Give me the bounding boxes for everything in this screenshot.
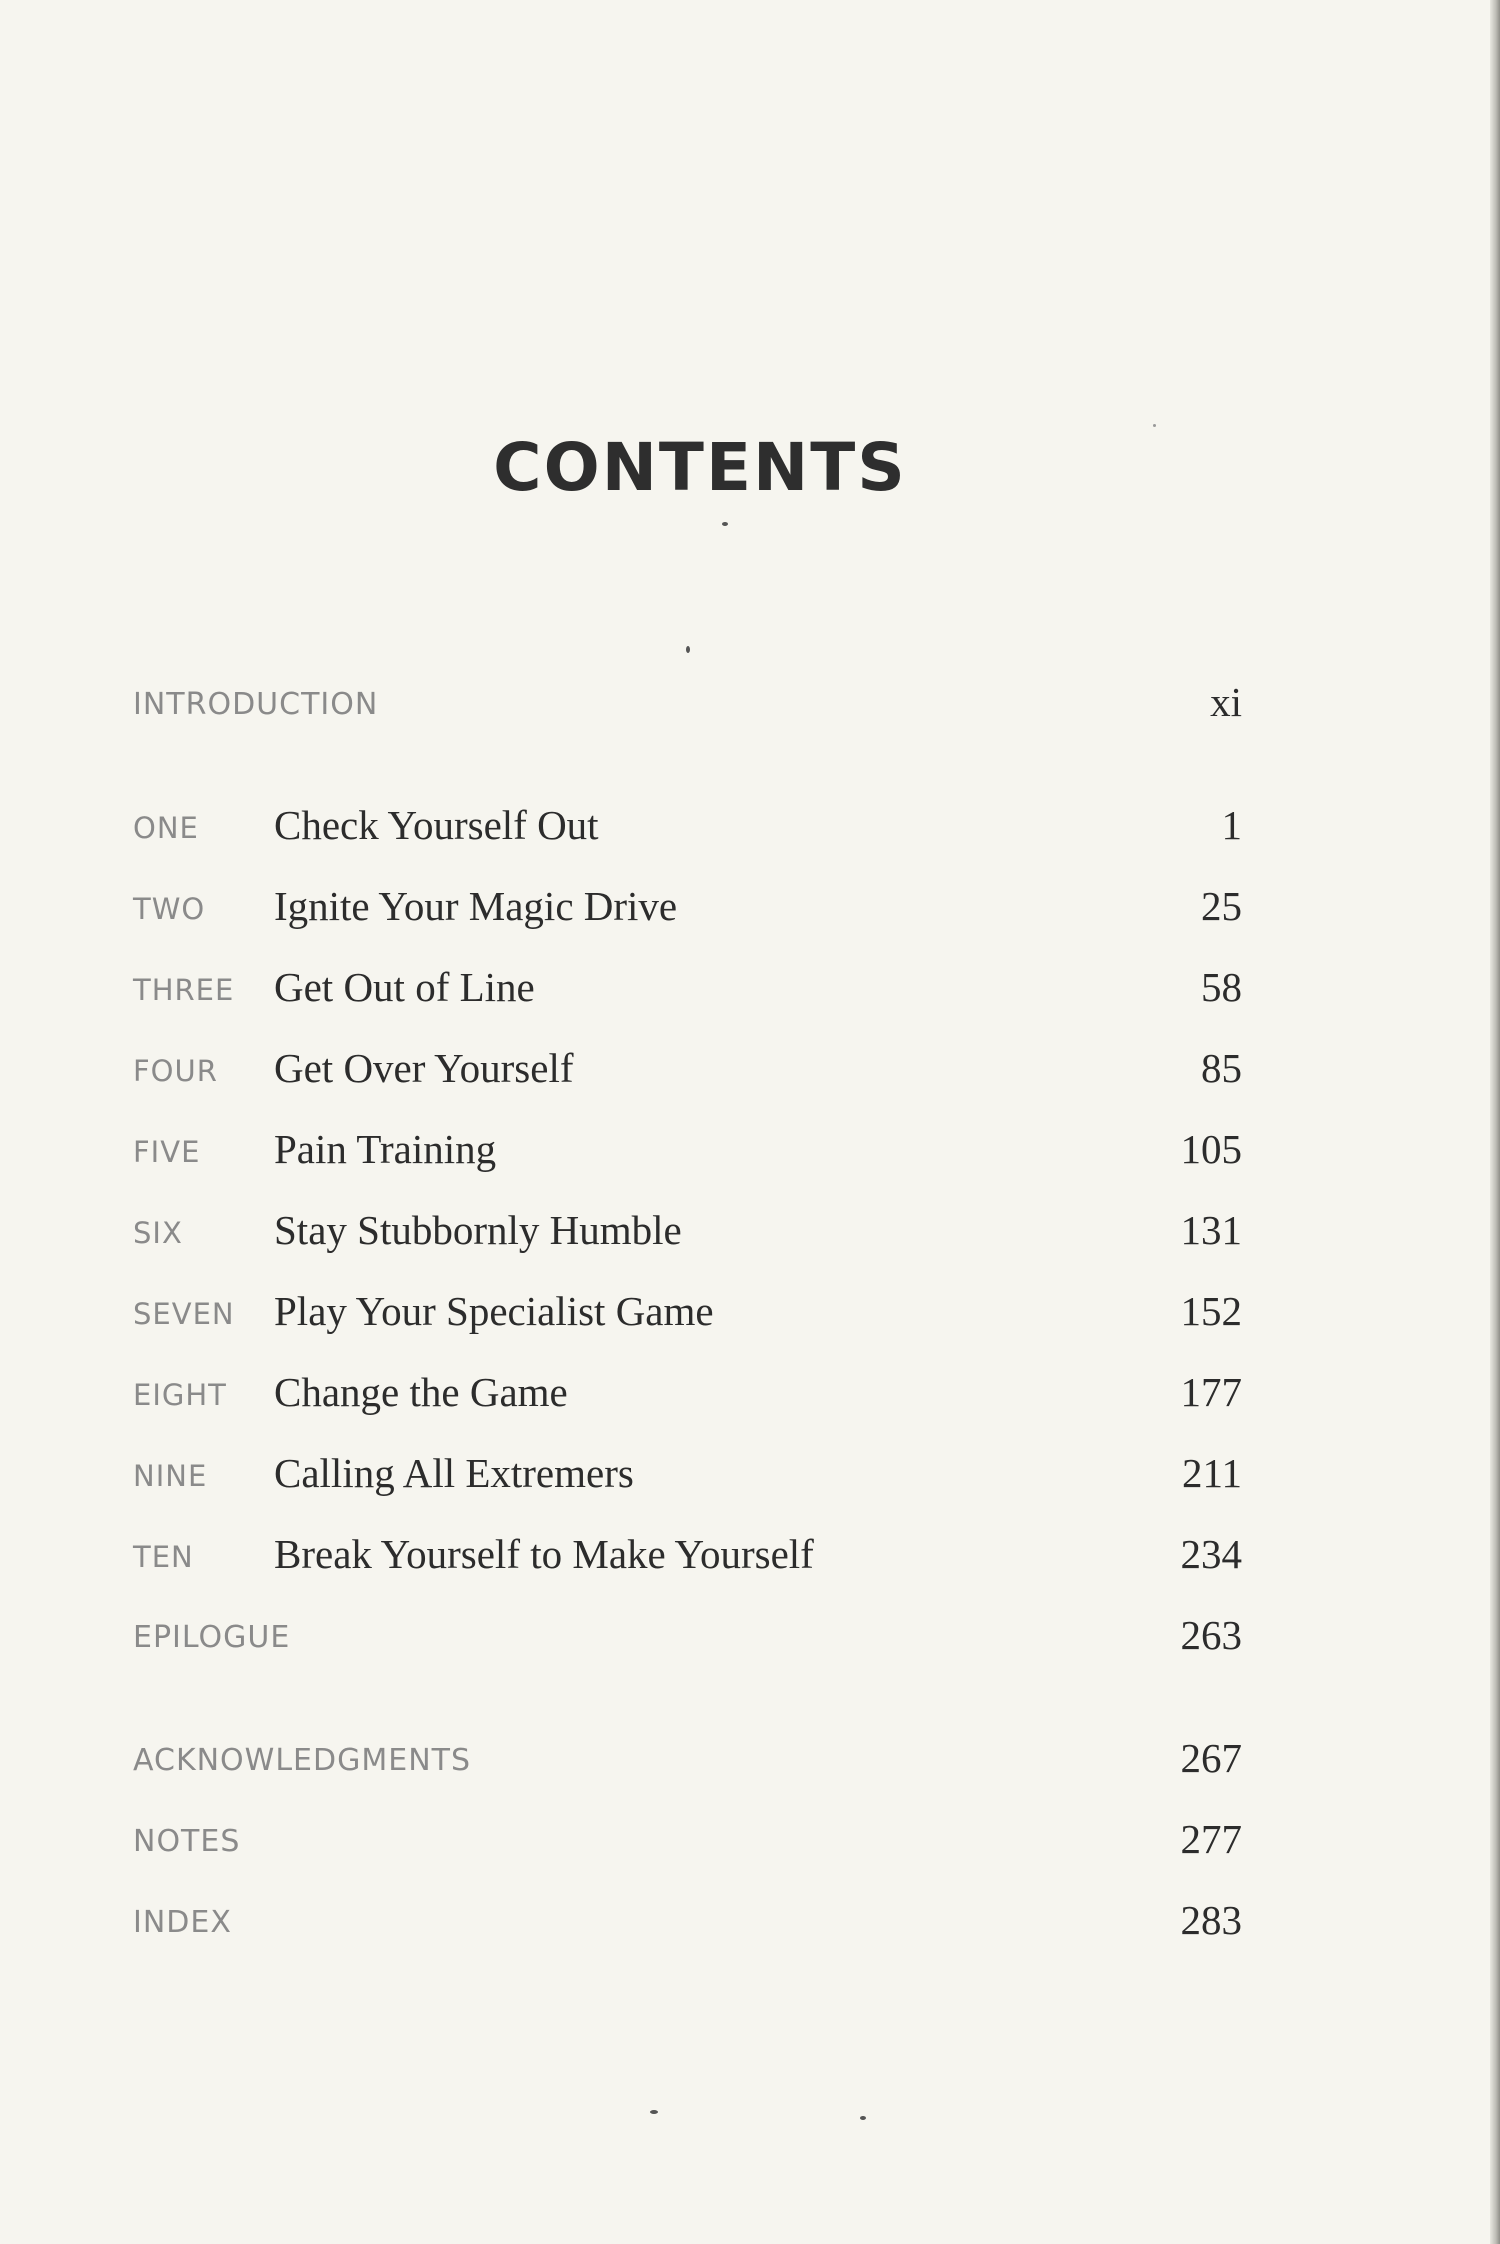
print-speck xyxy=(1153,424,1156,427)
toc-entry-chapter-two xyxy=(0,869,1500,949)
chapter-title: Break Yourself to Make Yourself xyxy=(274,1531,814,1577)
chapter-title: Get Over Yourself xyxy=(274,1045,574,1091)
toc-entry-chapter-nine xyxy=(0,1436,1500,1516)
chapter-number: TEN xyxy=(133,1540,194,1574)
chapter-number: SIX xyxy=(133,1216,183,1250)
entry-page-number: 131 xyxy=(1180,1207,1242,1253)
chapter-number: EIGHT xyxy=(133,1378,227,1412)
chapter-number: SEVEN xyxy=(133,1297,235,1331)
chapter-title: Ignite Your Magic Drive xyxy=(274,883,678,929)
chapter-number: NINE xyxy=(133,1459,208,1493)
entry-page-number: 85 xyxy=(1201,1045,1242,1091)
toc-entry-chapter-six xyxy=(0,1193,1500,1273)
print-speck xyxy=(686,646,690,653)
entry-label: NOTES xyxy=(133,1824,241,1859)
toc-entry-index xyxy=(0,1883,1500,1963)
toc-entry-chapter-five xyxy=(0,1112,1500,1192)
chapter-number: THREE xyxy=(133,973,235,1007)
entry-label: INDEX xyxy=(133,1905,232,1940)
entry-page-number: 263 xyxy=(1180,1612,1242,1658)
entry-page-number: 267 xyxy=(1180,1735,1242,1781)
toc-entry-chapter-eight xyxy=(0,1355,1500,1435)
entry-label: EPILOGUE xyxy=(133,1620,291,1655)
entry-page-number: 105 xyxy=(1180,1126,1242,1172)
chapter-title: Stay Stubbornly Humble xyxy=(274,1207,682,1253)
entry-page-number: 277 xyxy=(1180,1816,1242,1862)
entry-label: INTRODUCTION xyxy=(133,687,379,722)
chapter-title: Calling All Extremers xyxy=(274,1450,634,1496)
page-title: CONTENTS xyxy=(493,429,907,506)
chapter-title: Pain Training xyxy=(274,1126,497,1172)
entry-page-number: xi xyxy=(1210,679,1242,725)
toc-entry-chapter-three xyxy=(0,950,1500,1030)
print-speck xyxy=(722,522,728,526)
chapter-number: ONE xyxy=(133,811,199,845)
toc-entry-notes xyxy=(0,1802,1500,1882)
chapter-title: Play Your Specialist Game xyxy=(274,1288,714,1334)
print-speck xyxy=(860,2116,866,2120)
print-speck xyxy=(650,2110,658,2114)
chapter-title: Check Yourself Out xyxy=(274,802,599,848)
chapter-number: FIVE xyxy=(133,1135,201,1169)
entry-page-number: 1 xyxy=(1221,802,1242,848)
entry-page-number: 58 xyxy=(1201,964,1242,1010)
entry-page-number: 177 xyxy=(1180,1369,1242,1415)
chapter-number: FOUR xyxy=(133,1054,218,1088)
entry-page-number: 25 xyxy=(1201,883,1242,929)
toc-entry-chapter-ten xyxy=(0,1517,1500,1597)
toc-entry-chapter-four xyxy=(0,1031,1500,1111)
chapter-number: TWO xyxy=(133,892,206,926)
entry-page-number: 283 xyxy=(1180,1897,1242,1943)
chapter-title: Change the Game xyxy=(274,1369,568,1415)
toc-entry-acknowledgments xyxy=(0,1721,1500,1801)
toc-entry-epilogue xyxy=(0,1598,1500,1678)
entry-page-number: 234 xyxy=(1180,1531,1242,1577)
toc-entry-introduction xyxy=(0,665,1500,745)
entry-label: ACKNOWLEDGMENTS xyxy=(133,1743,471,1778)
chapter-title: Get Out of Line xyxy=(274,964,535,1010)
toc-entry-chapter-one xyxy=(0,788,1500,868)
entry-page-number: 211 xyxy=(1182,1450,1242,1496)
toc-entry-chapter-seven xyxy=(0,1274,1500,1354)
entry-page-number: 152 xyxy=(1180,1288,1242,1334)
